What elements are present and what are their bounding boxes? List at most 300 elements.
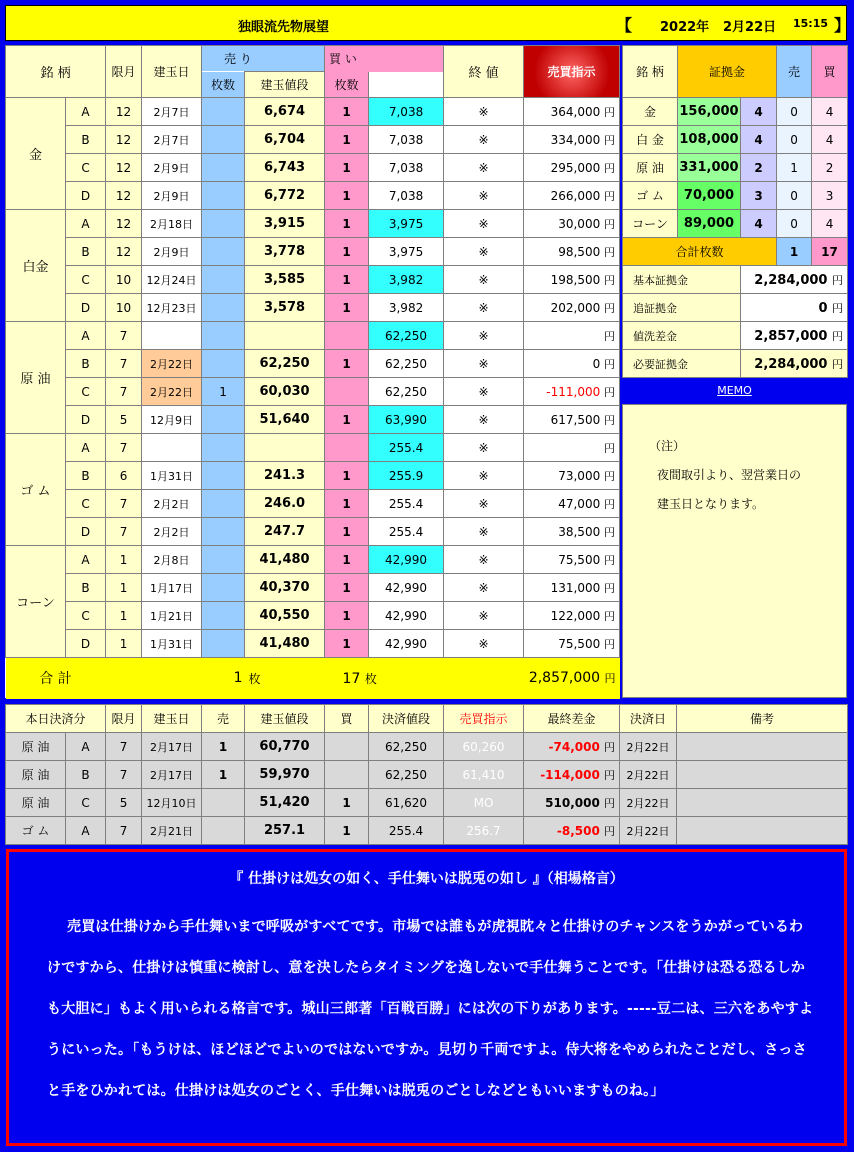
row-mark: ※ xyxy=(444,266,524,294)
row-sell xyxy=(202,630,245,658)
bracket-left: 【 xyxy=(616,16,633,35)
settle-row xyxy=(6,761,848,789)
row-mark: ※ xyxy=(444,574,524,602)
row-month: 7 xyxy=(106,518,142,546)
row-mark: ※ xyxy=(444,546,524,574)
row-price: 51,640 xyxy=(245,406,325,434)
row-month: 10 xyxy=(106,266,142,294)
table-row xyxy=(6,322,620,350)
header-buy: 買 い xyxy=(325,46,444,72)
row-month: 12 xyxy=(106,98,142,126)
settle-sell: 1 xyxy=(202,761,245,789)
row-buy: 1 xyxy=(325,126,369,154)
yen-label: 円 xyxy=(604,217,616,231)
yen-label: 円 xyxy=(604,301,616,315)
settle-date: 2月17日 xyxy=(142,761,202,789)
commodity-name: 原 油 xyxy=(6,322,66,434)
table-row xyxy=(6,490,620,518)
row-diff-value: 266,000 xyxy=(550,188,601,203)
yen-label: 円 xyxy=(604,189,616,203)
margin-qty: 4 xyxy=(741,126,777,154)
row-sub: C xyxy=(66,266,106,294)
settle-header-name: 本日決済分 xyxy=(6,705,106,733)
memo-area xyxy=(622,404,847,698)
header-price: 建玉値段 xyxy=(245,72,325,98)
row-mark: ※ xyxy=(444,630,524,658)
row-diff-value: 122,000 xyxy=(550,608,601,623)
row-diff xyxy=(524,126,620,154)
row-diff-value: 75,500 xyxy=(558,552,601,567)
row-month: 1 xyxy=(106,630,142,658)
header-buy-qty: 枚数 xyxy=(325,72,369,98)
row-date: 2月18日 xyxy=(142,210,202,238)
settle-diff-value: -114,000 xyxy=(540,767,600,782)
row-diff xyxy=(524,434,620,462)
row-mark: ※ xyxy=(444,182,524,210)
margin-row xyxy=(623,98,848,126)
totals-row xyxy=(6,658,620,699)
settle-buy xyxy=(325,733,369,761)
yen-label: 円 xyxy=(604,497,616,511)
summary-value-text: 2,857,000 xyxy=(754,328,828,344)
row-sell xyxy=(202,602,245,630)
header-instruction: 売買指示 xyxy=(524,46,620,98)
header-name: 銘 柄 xyxy=(6,46,106,98)
yen-label: 円 xyxy=(604,824,616,838)
settle-month: 7 xyxy=(106,817,142,845)
totals-diff-value: 2,857,000 xyxy=(528,670,601,687)
settle-month: 5 xyxy=(106,789,142,817)
table-row xyxy=(6,154,620,182)
settle-name: 原 油 xyxy=(6,789,66,817)
settle-sub: A xyxy=(66,733,106,761)
settle-row xyxy=(6,733,848,761)
row-sell xyxy=(202,294,245,322)
totals-buy xyxy=(325,658,444,699)
row-buy: 1 xyxy=(325,462,369,490)
margin-name: 金 xyxy=(623,98,678,126)
row-buy xyxy=(325,322,369,350)
margin-buy: 4 xyxy=(812,126,848,154)
row-mark: ※ xyxy=(444,322,524,350)
row-sub: D xyxy=(66,518,106,546)
row-sub: C xyxy=(66,378,106,406)
margin-value: 89,000 xyxy=(678,210,741,238)
yen-label: 円 xyxy=(604,273,616,287)
row-close: 255.4 xyxy=(369,434,444,462)
row-close: 42,990 xyxy=(369,630,444,658)
table-row xyxy=(6,266,620,294)
proverb-body: 売買は仕掛けから手仕舞いまで呼吸がすべてです。市場では誰もが虎視眈々と仕掛けのチャンスをうかがっているわけですから、仕掛けは慎重に検討し、意を決したらタイミングを逸しないで手仕舞うことです。「仕掛けは恐る恐るしかも大胆に」もよく用いられる格言です。城山三郎著「百戦百勝」には次の下りがあります。-----豆二は、三六をあやすようにいった。「もうけは、ほどほどでよいのではないですか。見切り千両ですよ。侍大将をやめられたことだし、さっさと手をひかれては。仕掛けは処女のごとく、手仕舞いは脱兎のごとしなどともいいますものね。」 xyxy=(47,919,814,1099)
row-sell xyxy=(202,126,245,154)
page-title: 独眼流先物展望 xyxy=(238,20,330,35)
settle-settle-date: 2月22日 xyxy=(620,761,677,789)
row-date: 2月2日 xyxy=(142,490,202,518)
settle-instruction: MO xyxy=(444,789,524,817)
row-diff xyxy=(524,266,620,294)
yen-label: 円 xyxy=(604,329,616,343)
row-diff xyxy=(524,490,620,518)
margin-summary-row xyxy=(623,350,848,378)
settle-row xyxy=(6,817,848,845)
settle-note xyxy=(677,817,848,845)
row-month: 7 xyxy=(106,378,142,406)
margin-buy: 2 xyxy=(812,154,848,182)
row-sell: 1 xyxy=(202,378,245,406)
margin-qty: 3 xyxy=(741,182,777,210)
row-month: 12 xyxy=(106,182,142,210)
row-price: 6,772 xyxy=(245,182,325,210)
row-month: 10 xyxy=(106,294,142,322)
row-price: 3,778 xyxy=(245,238,325,266)
margin-header-name: 銘 柄 xyxy=(623,46,678,98)
summary-label: 基本証拠金 xyxy=(623,266,741,294)
margin-value: 331,000 xyxy=(678,154,741,182)
row-buy: 1 xyxy=(325,630,369,658)
table-row xyxy=(6,350,620,378)
row-date: 12月23日 xyxy=(142,294,202,322)
settle-settle-date: 2月22日 xyxy=(620,817,677,845)
settle-price: 51,420 xyxy=(245,789,325,817)
settle-date: 12月10日 xyxy=(142,789,202,817)
row-price: 6,674 xyxy=(245,98,325,126)
margin-header-buy: 買 xyxy=(812,46,848,98)
row-mark: ※ xyxy=(444,238,524,266)
commodity-name: 金 xyxy=(6,98,66,210)
margin-row xyxy=(623,182,848,210)
settle-name: ゴ ム xyxy=(6,817,66,845)
yen-label: 円 xyxy=(832,357,844,371)
row-diff xyxy=(524,546,620,574)
header-sell: 売 り xyxy=(202,46,325,72)
settlement-table xyxy=(5,704,848,845)
row-mark: ※ xyxy=(444,406,524,434)
row-close: 3,982 xyxy=(369,294,444,322)
row-close: 42,990 xyxy=(369,602,444,630)
yen-label: 円 xyxy=(604,581,616,595)
memo-note-line2: 建玉日となります。 xyxy=(657,497,765,511)
header-sell-qty: 枚数 xyxy=(202,72,245,98)
memo-link[interactable]: MEMO xyxy=(717,384,752,397)
yen-label: 円 xyxy=(604,740,616,754)
margin-value: 156,000 xyxy=(678,98,741,126)
yen-label: 円 xyxy=(832,301,844,315)
row-month: 5 xyxy=(106,406,142,434)
row-diff xyxy=(524,182,620,210)
row-month: 1 xyxy=(106,546,142,574)
margin-row xyxy=(623,126,848,154)
table-row xyxy=(6,98,620,126)
settle-settle-price: 62,250 xyxy=(369,761,444,789)
header-date: 建玉日 xyxy=(142,46,202,98)
totals-label: 合 計 xyxy=(6,658,106,699)
row-diff-value: 198,500 xyxy=(550,272,601,287)
table-row xyxy=(6,602,620,630)
row-buy xyxy=(325,434,369,462)
row-month: 7 xyxy=(106,350,142,378)
margin-value: 70,000 xyxy=(678,182,741,210)
page-header xyxy=(5,5,851,41)
row-price: 241.3 xyxy=(245,462,325,490)
row-sub: B xyxy=(66,462,106,490)
memo-note-line1: 夜間取引より、翌営業日の xyxy=(657,468,802,482)
row-diff xyxy=(524,238,620,266)
header-year: 2022年 xyxy=(660,20,710,35)
row-diff-value: 38,500 xyxy=(558,524,601,539)
row-diff xyxy=(524,210,620,238)
table-row xyxy=(6,238,620,266)
row-buy: 1 xyxy=(325,266,369,294)
row-buy: 1 xyxy=(325,294,369,322)
margin-table xyxy=(622,45,848,378)
row-sub: B xyxy=(66,126,106,154)
row-diff xyxy=(524,574,620,602)
table-row xyxy=(6,378,620,406)
row-sell xyxy=(202,518,245,546)
row-price: 6,743 xyxy=(245,154,325,182)
row-diff xyxy=(524,98,620,126)
row-diff-value: 98,500 xyxy=(558,244,601,259)
row-diff xyxy=(524,378,620,406)
row-month: 12 xyxy=(106,238,142,266)
settle-diff-value: 510,000 xyxy=(545,795,600,810)
summary-value xyxy=(741,294,848,322)
margin-qty: 4 xyxy=(741,210,777,238)
settle-sub: B xyxy=(66,761,106,789)
row-date: 1月21日 xyxy=(142,602,202,630)
yen-label: 円 xyxy=(604,105,616,119)
settle-sell xyxy=(202,817,245,845)
row-date xyxy=(142,322,202,350)
row-price: 3,578 xyxy=(245,294,325,322)
commodity-name: ゴ ム xyxy=(6,434,66,546)
row-sub: C xyxy=(66,602,106,630)
settle-settle-price: 61,620 xyxy=(369,789,444,817)
table-row xyxy=(6,294,620,322)
yen-label: 円 xyxy=(604,525,616,539)
settle-note xyxy=(677,761,848,789)
row-sell xyxy=(202,490,245,518)
row-sell xyxy=(202,462,245,490)
row-sub: A xyxy=(66,546,106,574)
row-close: 3,982 xyxy=(369,266,444,294)
row-diff-value: 73,000 xyxy=(558,468,601,483)
settle-diff xyxy=(524,761,620,789)
row-mark: ※ xyxy=(444,98,524,126)
table-row xyxy=(6,126,620,154)
settle-name: 原 油 xyxy=(6,733,66,761)
totals-sell-value: 1 xyxy=(233,670,243,687)
row-sub: B xyxy=(66,238,106,266)
totals-buy-value: 17 xyxy=(342,670,361,687)
row-mark: ※ xyxy=(444,154,524,182)
yen-label: 円 xyxy=(604,441,616,455)
row-date: 2月22日 xyxy=(142,378,202,406)
row-month: 12 xyxy=(106,210,142,238)
row-diff-value: 364,000 xyxy=(550,104,601,119)
summary-value-text: 2,284,000 xyxy=(754,272,828,288)
row-price: 247.7 xyxy=(245,518,325,546)
totals-sell xyxy=(106,658,245,699)
margin-total-row xyxy=(623,238,848,266)
row-close: 255.4 xyxy=(369,518,444,546)
margin-sell: 1 xyxy=(777,154,812,182)
yen-label: 円 xyxy=(604,357,616,371)
settle-settle-date: 2月22日 xyxy=(620,733,677,761)
row-month: 7 xyxy=(106,490,142,518)
margin-summary-row xyxy=(623,294,848,322)
row-month: 12 xyxy=(106,154,142,182)
row-mark: ※ xyxy=(444,350,524,378)
summary-value-text: 2,284,000 xyxy=(754,356,828,372)
settle-header-diff: 最終差金 xyxy=(524,705,620,733)
settle-price: 257.1 xyxy=(245,817,325,845)
settle-note xyxy=(677,733,848,761)
row-price: 3,585 xyxy=(245,266,325,294)
row-sell xyxy=(202,182,245,210)
settle-month: 7 xyxy=(106,761,142,789)
row-diff xyxy=(524,154,620,182)
row-close: 42,990 xyxy=(369,574,444,602)
header-month: 限月 xyxy=(106,46,142,98)
header-day: 2月22日 xyxy=(723,20,777,35)
table-row xyxy=(6,406,620,434)
settle-header-date: 建玉日 xyxy=(142,705,202,733)
row-mark: ※ xyxy=(444,378,524,406)
row-price: 60,030 xyxy=(245,378,325,406)
proverb-title: 『 仕掛けは処女の如く、手仕舞いは脱兎の如し 』（相場格言） xyxy=(229,871,624,887)
yen-label: 円 xyxy=(604,637,616,651)
row-buy: 1 xyxy=(325,98,369,126)
row-buy: 1 xyxy=(325,546,369,574)
summary-value xyxy=(741,266,848,294)
row-close: 7,038 xyxy=(369,98,444,126)
table-row xyxy=(6,518,620,546)
totals-buy-unit: 枚 xyxy=(364,671,377,686)
settle-header-month: 限月 xyxy=(106,705,142,733)
row-sub: C xyxy=(66,490,106,518)
summary-value xyxy=(741,350,848,378)
margin-name: 白 金 xyxy=(623,126,678,154)
row-sell xyxy=(202,98,245,126)
margin-sell: 0 xyxy=(777,182,812,210)
row-sell xyxy=(202,406,245,434)
settle-buy: 1 xyxy=(325,817,369,845)
settle-header-settle-price: 決済値段 xyxy=(369,705,444,733)
settle-header-buy: 買 xyxy=(325,705,369,733)
row-mark: ※ xyxy=(444,462,524,490)
row-date: 1月17日 xyxy=(142,574,202,602)
row-price: 246.0 xyxy=(245,490,325,518)
row-diff-value: 131,000 xyxy=(550,580,601,595)
row-sub: B xyxy=(66,574,106,602)
margin-sell: 0 xyxy=(777,210,812,238)
proverb-box xyxy=(6,849,847,1146)
row-close: 63,990 xyxy=(369,406,444,434)
margin-panel xyxy=(622,45,847,378)
margin-total-buy: 17 xyxy=(812,238,848,266)
settle-settle-price: 62,250 xyxy=(369,733,444,761)
margin-summary-row xyxy=(623,266,848,294)
margin-qty: 4 xyxy=(741,98,777,126)
row-buy xyxy=(325,378,369,406)
margin-row xyxy=(623,154,848,182)
table-row xyxy=(6,462,620,490)
settle-diff xyxy=(524,789,620,817)
row-price xyxy=(245,322,325,350)
row-diff xyxy=(524,630,620,658)
bracket-right: 】 xyxy=(834,16,851,35)
row-diff-value: 295,000 xyxy=(550,160,601,175)
row-close: 3,975 xyxy=(369,238,444,266)
table-row xyxy=(6,546,620,574)
table-row xyxy=(6,210,620,238)
settle-diff-value: -74,000 xyxy=(548,739,600,754)
settle-instruction: 256.7 xyxy=(444,817,524,845)
settle-name: 原 油 xyxy=(6,761,66,789)
row-date: 1月31日 xyxy=(142,462,202,490)
settle-instruction: 60,260 xyxy=(444,733,524,761)
row-sell xyxy=(202,434,245,462)
settlement-panel xyxy=(5,704,847,844)
row-price: 62,250 xyxy=(245,350,325,378)
settle-header-date2: 決済日 xyxy=(620,705,677,733)
row-sell xyxy=(202,266,245,294)
settle-sell: 1 xyxy=(202,733,245,761)
row-buy: 1 xyxy=(325,154,369,182)
totals-diff xyxy=(524,658,620,699)
settle-date: 2月21日 xyxy=(142,817,202,845)
row-diff xyxy=(524,294,620,322)
row-month: 7 xyxy=(106,322,142,350)
settle-diff-value: -8,500 xyxy=(556,823,600,838)
row-sell xyxy=(202,154,245,182)
row-mark: ※ xyxy=(444,602,524,630)
summary-label: 値洗差金 xyxy=(623,322,741,350)
row-sub: A xyxy=(66,98,106,126)
row-buy: 1 xyxy=(325,238,369,266)
row-date: 2月9日 xyxy=(142,238,202,266)
yen-label: 円 xyxy=(832,329,844,343)
row-close: 255.4 xyxy=(369,490,444,518)
row-date: 2月9日 xyxy=(142,182,202,210)
row-month: 12 xyxy=(106,126,142,154)
row-month: 6 xyxy=(106,462,142,490)
row-date: 2月9日 xyxy=(142,154,202,182)
row-diff xyxy=(524,602,620,630)
margin-header-sell: 売 xyxy=(777,46,812,98)
row-sub: C xyxy=(66,154,106,182)
row-price: 40,550 xyxy=(245,602,325,630)
settle-settle-date: 2月22日 xyxy=(620,789,677,817)
row-sub: D xyxy=(66,182,106,210)
settle-settle-price: 255.4 xyxy=(369,817,444,845)
table-row xyxy=(6,434,620,462)
settle-sell xyxy=(202,789,245,817)
margin-summary-row xyxy=(623,322,848,350)
settle-buy xyxy=(325,761,369,789)
positions-table xyxy=(5,45,620,699)
margin-name: 原 油 xyxy=(623,154,678,182)
row-sub: A xyxy=(66,210,106,238)
row-price: 6,704 xyxy=(245,126,325,154)
margin-name: コーン xyxy=(623,210,678,238)
settle-sub: A xyxy=(66,817,106,845)
yen-label: 円 xyxy=(604,413,616,427)
settle-header-price: 建玉値段 xyxy=(245,705,325,733)
row-diff xyxy=(524,350,620,378)
settle-diff xyxy=(524,733,620,761)
